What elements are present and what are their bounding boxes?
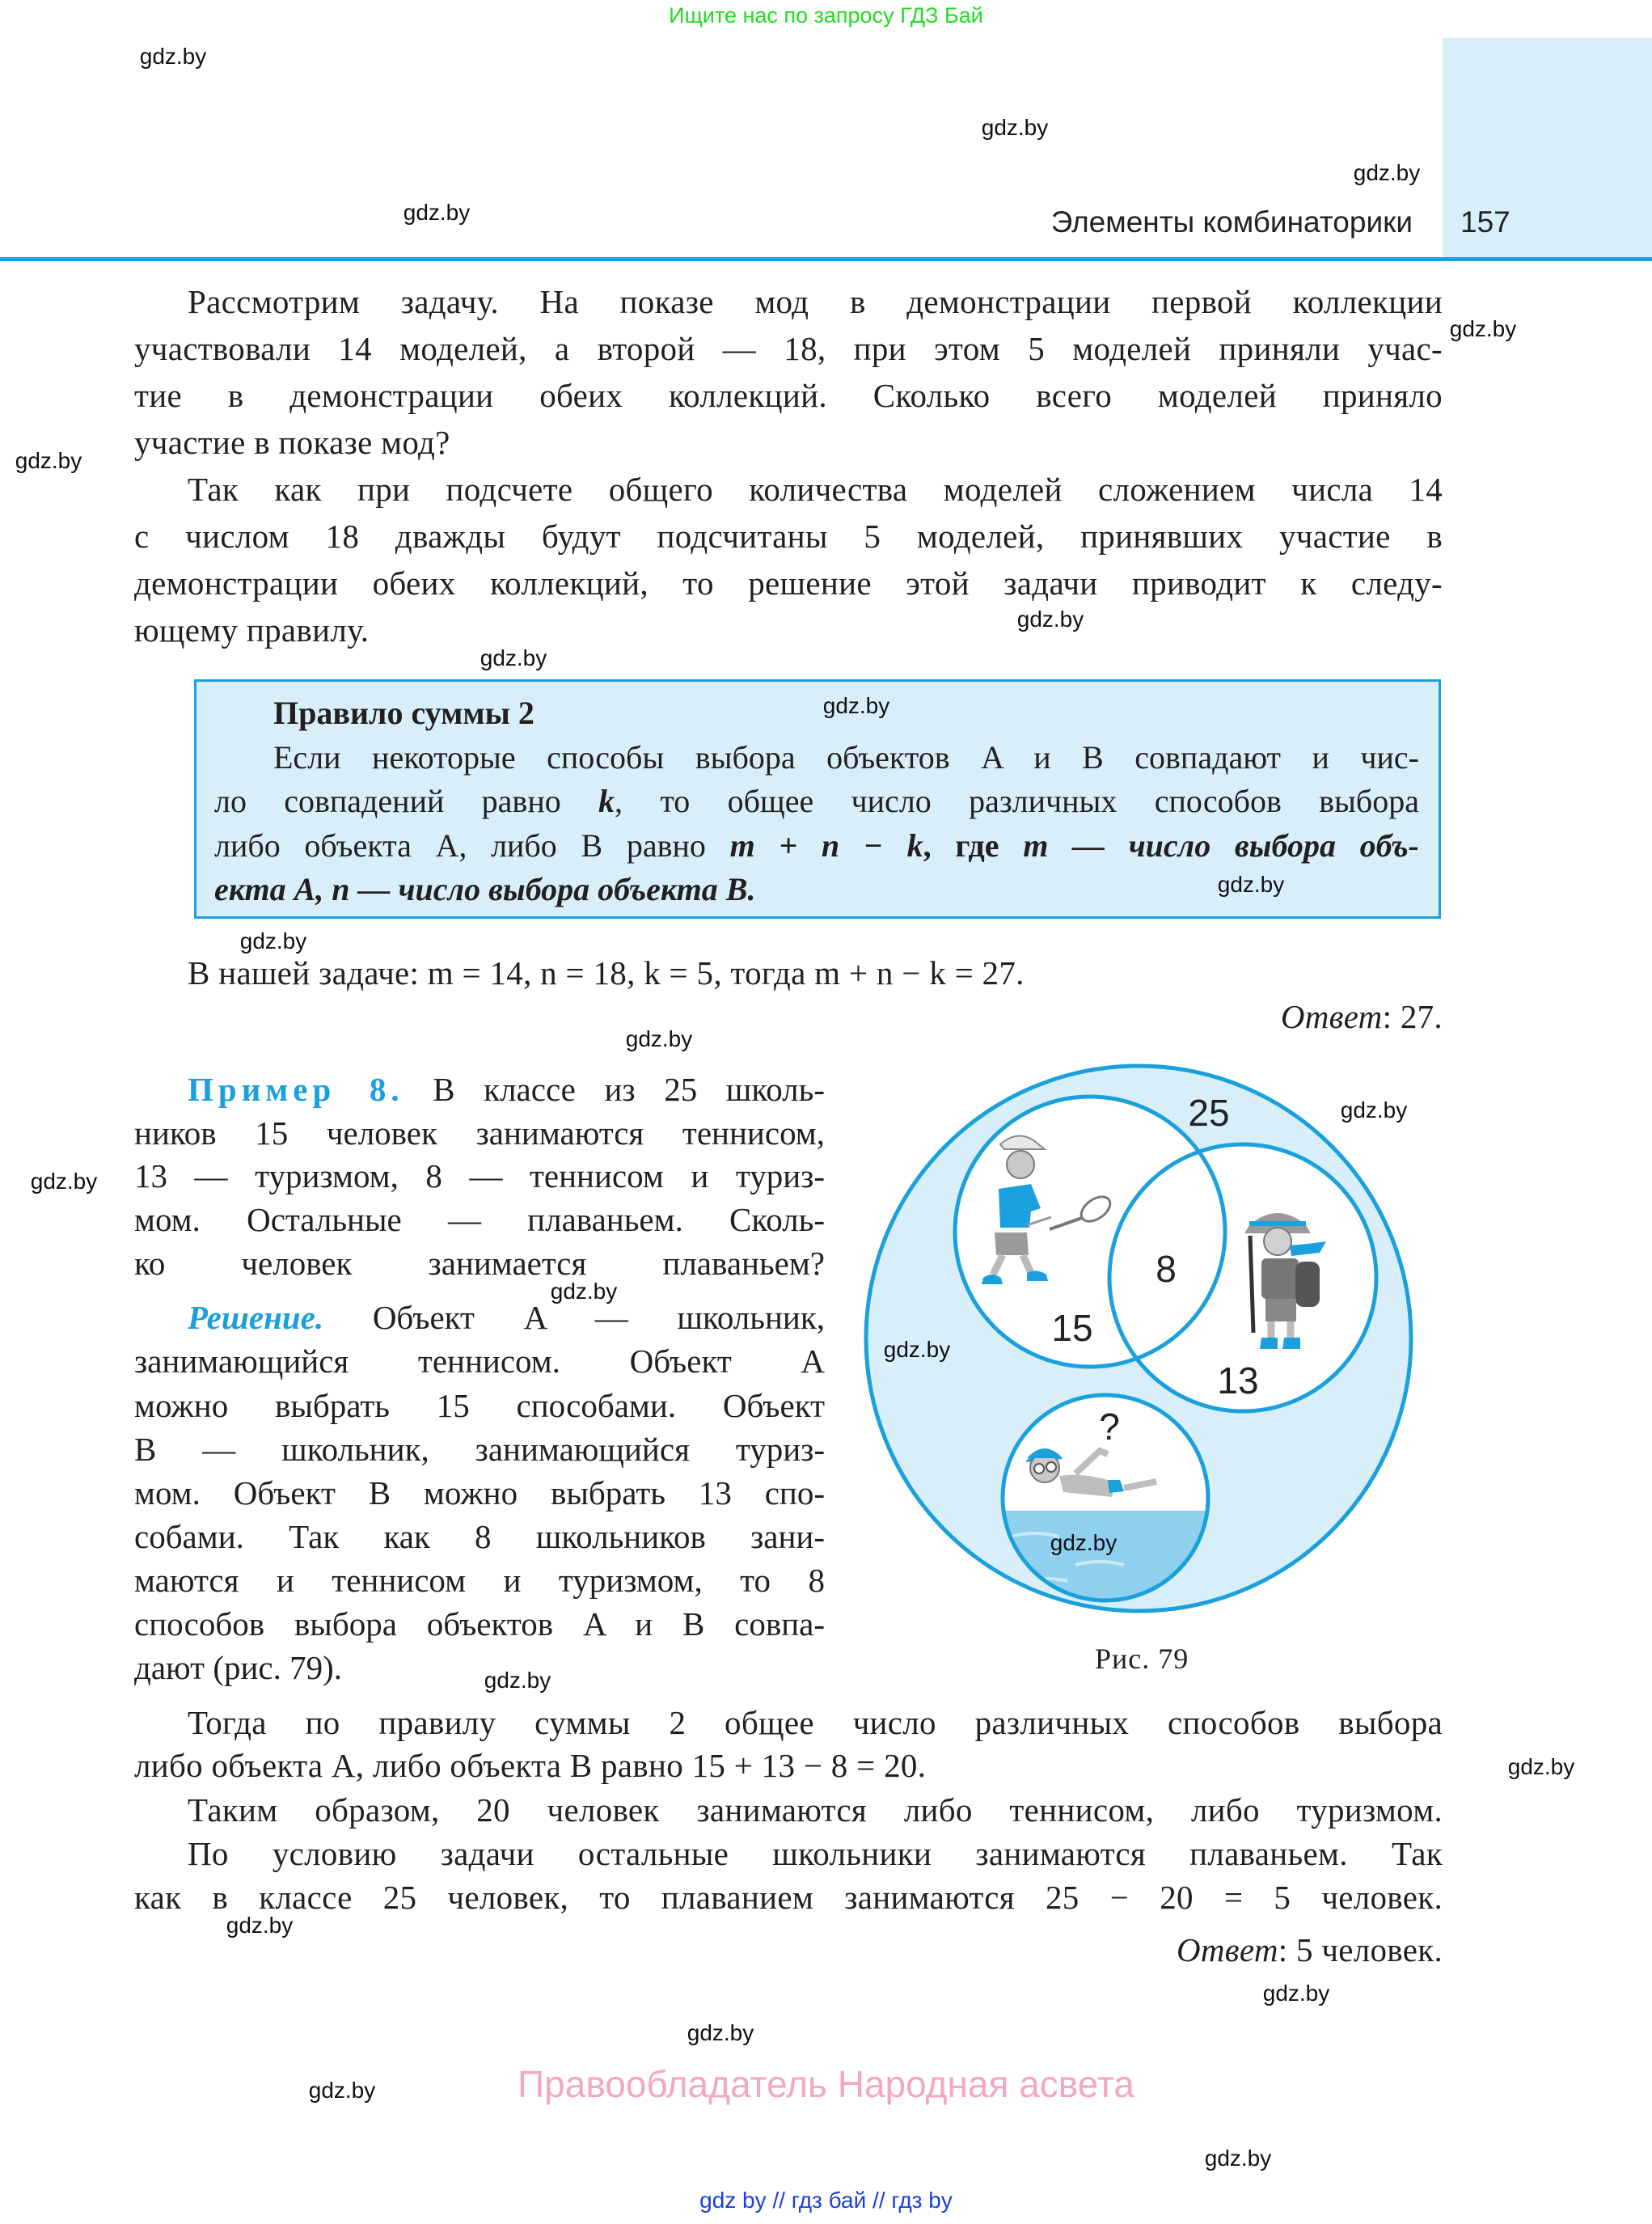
intro-line: участие в показе мод? bbox=[134, 424, 450, 461]
example-line: ников 15 человек занимаются теннисом, bbox=[134, 1114, 825, 1152]
watermark: gdz.by bbox=[883, 1337, 951, 1362]
solution-line: B — школьник, занимающийся туриз- bbox=[134, 1431, 825, 1468]
example-line bbox=[188, 1069, 825, 1110]
explanation-line: с числом 18 дважды будут подсчитаны 5 моделей, принявших участие в bbox=[134, 518, 1443, 555]
rule-title: Правило суммы 2 bbox=[273, 695, 534, 731]
solution-line: мом. Объект B можно выбрать 13 спо- bbox=[134, 1474, 825, 1512]
rule-text: Если некоторые способы выбора объектов A и B совпадают и чис- bbox=[273, 739, 1419, 776]
watermark: gdz.by bbox=[484, 1668, 551, 1693]
substitution-line: В нашей задаче: m = 14, n = 18, k = 5, тогда m + n − k = 27. bbox=[188, 954, 1025, 991]
watermark: gdz.by bbox=[1016, 607, 1084, 632]
watermark: gdz.by bbox=[1050, 1530, 1118, 1555]
solution-line: дают (рис. 79). bbox=[134, 1649, 343, 1686]
watermark: gdz.by bbox=[239, 928, 307, 953]
rule-line bbox=[214, 827, 1419, 865]
watermark: gdz.by bbox=[822, 693, 890, 718]
answer-value: : 27. bbox=[1382, 998, 1443, 1035]
watermark: gdz.by bbox=[480, 645, 547, 670]
solution-line: способов выбора объектов A и B совпа- bbox=[134, 1605, 825, 1643]
conclusion-line: Тогда по правилу суммы 2 общее число различных способов выбора bbox=[188, 1704, 1443, 1741]
conclusion-line: Таким образом, 20 человек занимаются либо теннисом, либо туризмом. bbox=[188, 1791, 1443, 1829]
rule-line bbox=[214, 782, 1419, 821]
watermark: gdz.by bbox=[15, 448, 82, 473]
conclusion-line: По условию задачи остальные школьники занимаются плаваньем. Так bbox=[188, 1835, 1443, 1872]
figure-caption: Рис. 79 bbox=[1095, 1643, 1189, 1675]
watermark: gdz.by bbox=[1204, 2146, 1272, 2171]
solution-heading: Решение. bbox=[188, 1299, 324, 1336]
rule-text: — число выбора объ- bbox=[1048, 827, 1419, 864]
explanation-line: ющему правилу. bbox=[134, 611, 370, 649]
page-number: 157 bbox=[1460, 205, 1510, 239]
solution-line: можно выбрать 15 способами. Объект bbox=[134, 1387, 825, 1424]
intro-line: Рассмотрим задачу. На показе мод в демонстрации первой коллекции bbox=[188, 283, 1443, 320]
answer-label: Ответ bbox=[1280, 998, 1383, 1035]
watermark: gdz.by bbox=[1449, 316, 1517, 341]
rule-text: , то общее число различных способов выбора bbox=[615, 783, 1419, 819]
watermark: gdz.by bbox=[308, 2078, 376, 2103]
solution-line: маются и теннисом и туризмом, то 8 bbox=[134, 1562, 825, 1599]
intro-line: тие в демонстрации обеих коллекций. Сколько всего моделей приняло bbox=[134, 377, 1443, 414]
footer-links[interactable]: gdz by // гдз бай // гдз by bbox=[699, 2188, 953, 2213]
rule-var-m: m bbox=[1023, 827, 1049, 864]
rule-formula: m + n − k bbox=[729, 827, 923, 864]
answer-1 bbox=[134, 996, 1443, 1037]
copyright-notice: Правообладатель Народная асвета bbox=[518, 2063, 1134, 2105]
answer-value: : 5 человек. bbox=[1278, 1931, 1443, 1968]
watermark: gdz.by bbox=[1217, 872, 1285, 897]
watermark: gdz.by bbox=[403, 200, 471, 225]
rule-text: либо объекта A, либо B равно bbox=[214, 827, 730, 864]
header-divider bbox=[0, 257, 1652, 261]
solution-line bbox=[188, 1297, 825, 1338]
explanation-line: демонстрации обеих коллекций, то решение этой задачи приводит к следу- bbox=[134, 564, 1443, 602]
answer-label: Ответ bbox=[1176, 1931, 1278, 1968]
watermark: gdz.by bbox=[139, 44, 207, 69]
watermark: gdz.by bbox=[625, 1026, 693, 1051]
answer-2 bbox=[134, 1930, 1443, 1970]
watermark: gdz.by bbox=[226, 1913, 294, 1938]
watermark: gdz.by bbox=[1340, 1097, 1408, 1123]
watermark: gdz.by bbox=[30, 1169, 98, 1194]
watermark: gdz.by bbox=[981, 115, 1049, 140]
solution-line: занимающийся теннисом. Объект A bbox=[134, 1342, 825, 1380]
rule-text: , где bbox=[923, 827, 1024, 864]
watermark: gdz.by bbox=[1353, 160, 1421, 185]
intro-line: участвовали 14 моделей, а второй — 18, при этом 5 моделей приняли учас- bbox=[134, 330, 1443, 367]
rule-var-k: k bbox=[598, 783, 615, 819]
intersection-count: 8 bbox=[1156, 1248, 1177, 1290]
tennis-count: 15 bbox=[1051, 1307, 1093, 1349]
rule-line bbox=[273, 738, 1419, 777]
watermark: gdz.by bbox=[1507, 1754, 1575, 1779]
example-line: 13 — туризмом, 8 — теннисом и туриз- bbox=[134, 1157, 825, 1194]
example-text: В классе из 25 школь- bbox=[403, 1071, 825, 1108]
total-count: 25 bbox=[1188, 1092, 1230, 1134]
conclusion-line: либо объекта A, либо объекта B равно 15 + 13 − 8 = 20. bbox=[134, 1747, 927, 1784]
solution-text: Объект A — школьник, bbox=[323, 1299, 825, 1336]
explanation-line: Так как при подсчете общего количества моделей сложением числа 14 bbox=[188, 471, 1443, 508]
example-line: ко человек занимается плаваньем? bbox=[134, 1245, 825, 1282]
example-heading: Пример 8. bbox=[188, 1071, 404, 1108]
swimming-count: ? bbox=[1099, 1406, 1120, 1448]
rule-text: ло совпадений равно bbox=[214, 783, 599, 819]
search-banner[interactable]: Ищите нас по запросу ГДЗ Бай bbox=[669, 3, 983, 27]
rule-line: екта A, n — число выбора объекта B. bbox=[214, 871, 756, 907]
watermark: gdz.by bbox=[550, 1279, 618, 1304]
watermark: gdz.by bbox=[1262, 1981, 1330, 2006]
example-line: мом. Остальные — плаваньем. Сколь- bbox=[134, 1201, 825, 1238]
tourism-count: 13 bbox=[1217, 1359, 1259, 1402]
section-title: Элементы комбинаторики bbox=[1050, 205, 1413, 239]
conclusion-line: как в классе 25 человек, то плаванием занимаются 25 − 20 = 5 человек. bbox=[134, 1879, 1443, 1916]
watermark: gdz.by bbox=[687, 2020, 754, 2045]
solution-line: собами. Так как 8 школьников зани- bbox=[134, 1518, 825, 1555]
